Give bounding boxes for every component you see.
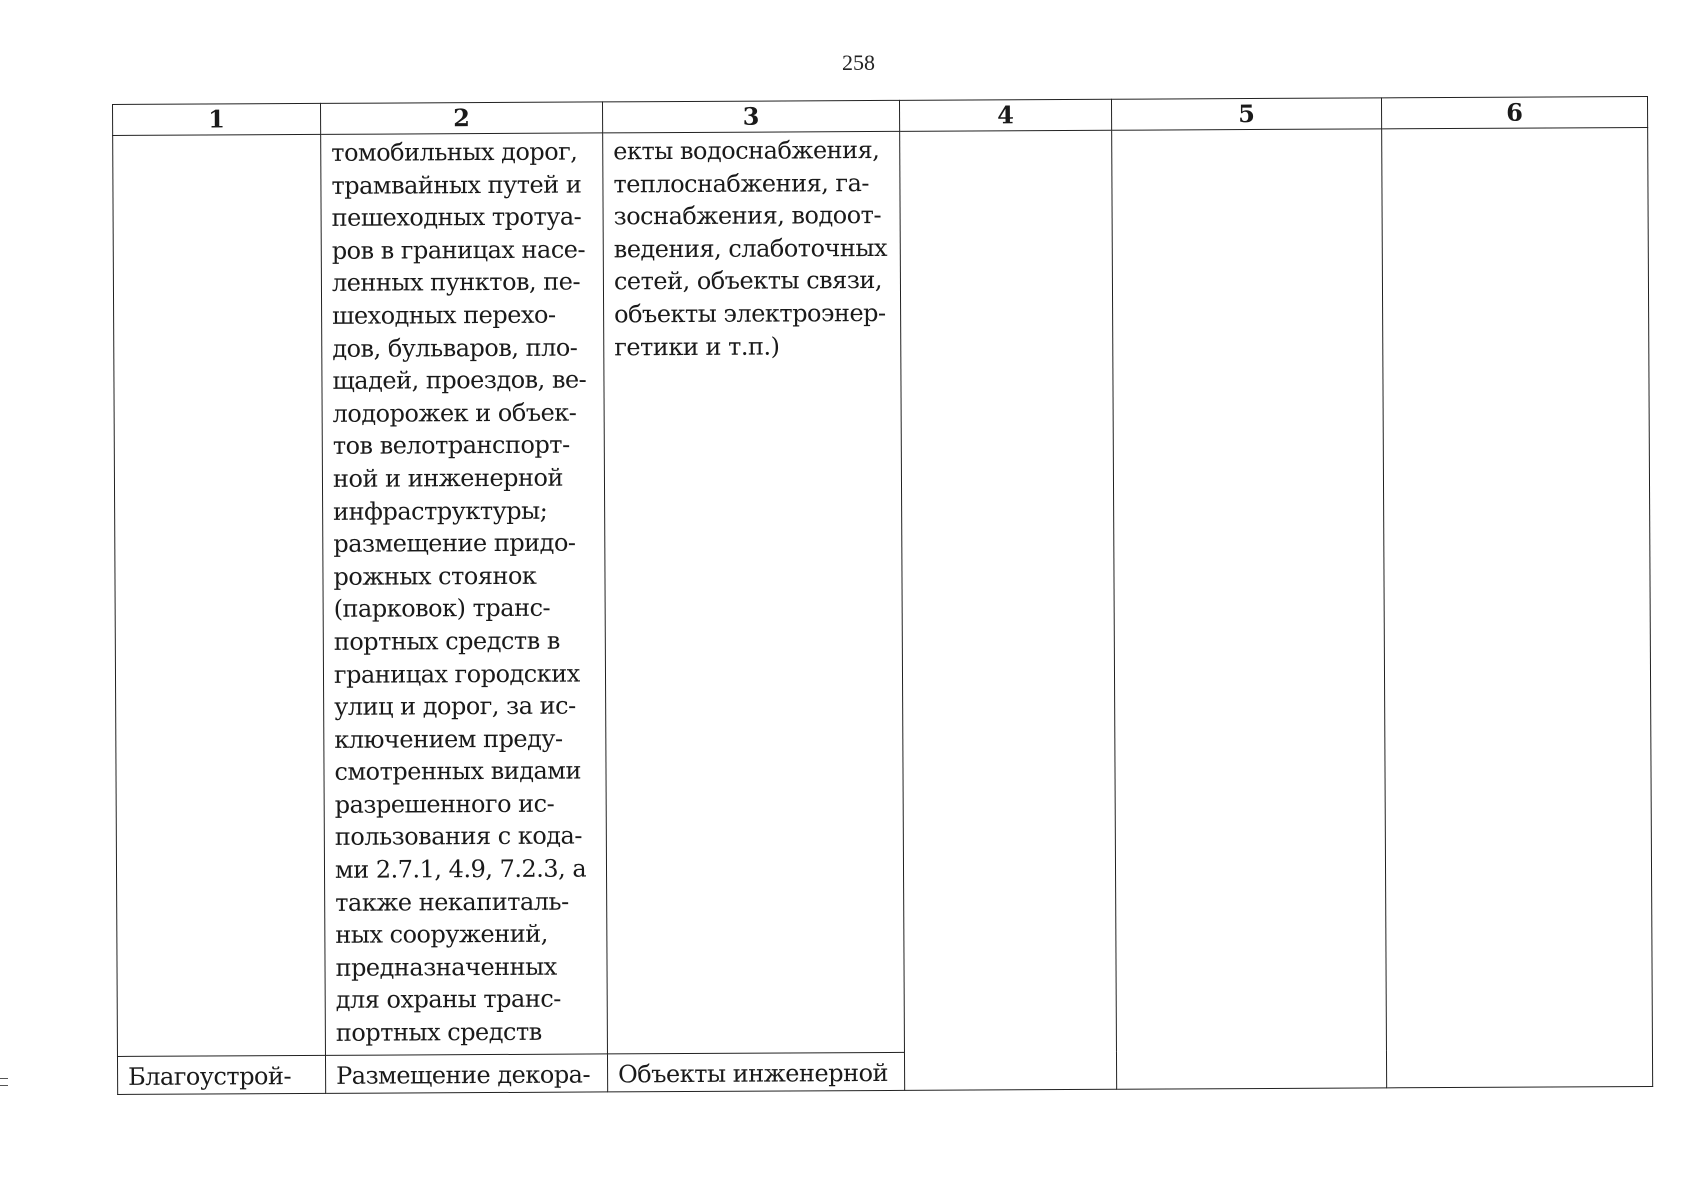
column-header-5: 5 — [1111, 98, 1381, 130]
column-header-6: 6 — [1381, 96, 1647, 128]
cell-use-type-text — [113, 135, 320, 138]
column-header-2: 2 — [320, 102, 602, 134]
cell-col6 — [1382, 127, 1653, 1087]
cell-permitted-objects-text: екты водоснабжения, теплоснабжения, га- зоснабжения, водоот- ведения, слаботочных сетей, объекты связи, объекты электроэнер- гетики и т.п.) — [613, 135, 888, 361]
column-header-3: 3 — [602, 100, 899, 133]
cell-col4-text — [900, 131, 1111, 134]
cell-col5-text — [1112, 129, 1381, 132]
cell-use-description-text: томобильных дорог, трамвайных путей и пешеходных тротуа- ров в границах насе- ленных пунктов, пе- шеходных перехо- дов, бульваров, пло- щадей, проездов, ве- лодорожек и объек- тов велотранспорт- ной и инженерной инфраструктуры; размещение придо- рожных стоянок (парковок) транс- портных средств в границах городских улиц и дорог, за ис- ключением преду- смотренных видами разрешенного ис- пользования с кода- ми 2.7.1, 4.9, 7.2.3, а также некапиталь- ных сооружений, предназначенных для охраны транс- портных средств — [331, 137, 587, 1047]
cell-permitted-objects — [603, 131, 905, 1054]
cell-use-type — [113, 134, 326, 1056]
cell-next-use-description-text: Размещение декора- — [336, 1060, 591, 1090]
cell-use-description — [321, 133, 608, 1055]
cell-col4 — [900, 130, 1117, 1090]
cell-col6-text — [1382, 128, 1647, 131]
column-header-1: 1 — [113, 103, 321, 135]
cell-next-permitted-objects — [607, 1052, 904, 1091]
cell-next-use-type — [117, 1055, 325, 1094]
cell-next-permitted-objects-text: Объекты инженерной — [618, 1058, 889, 1089]
cell-col5 — [1112, 129, 1387, 1089]
margin-mark — [0, 1078, 8, 1086]
cell-next-use-type-text: Благоустрой- — [128, 1062, 292, 1091]
column-header-4: 4 — [899, 99, 1111, 131]
table-row — [113, 127, 1653, 1056]
page-number: 258 — [842, 50, 875, 75]
cell-next-use-description — [325, 1054, 607, 1093]
zoning-table — [112, 96, 1653, 1095]
